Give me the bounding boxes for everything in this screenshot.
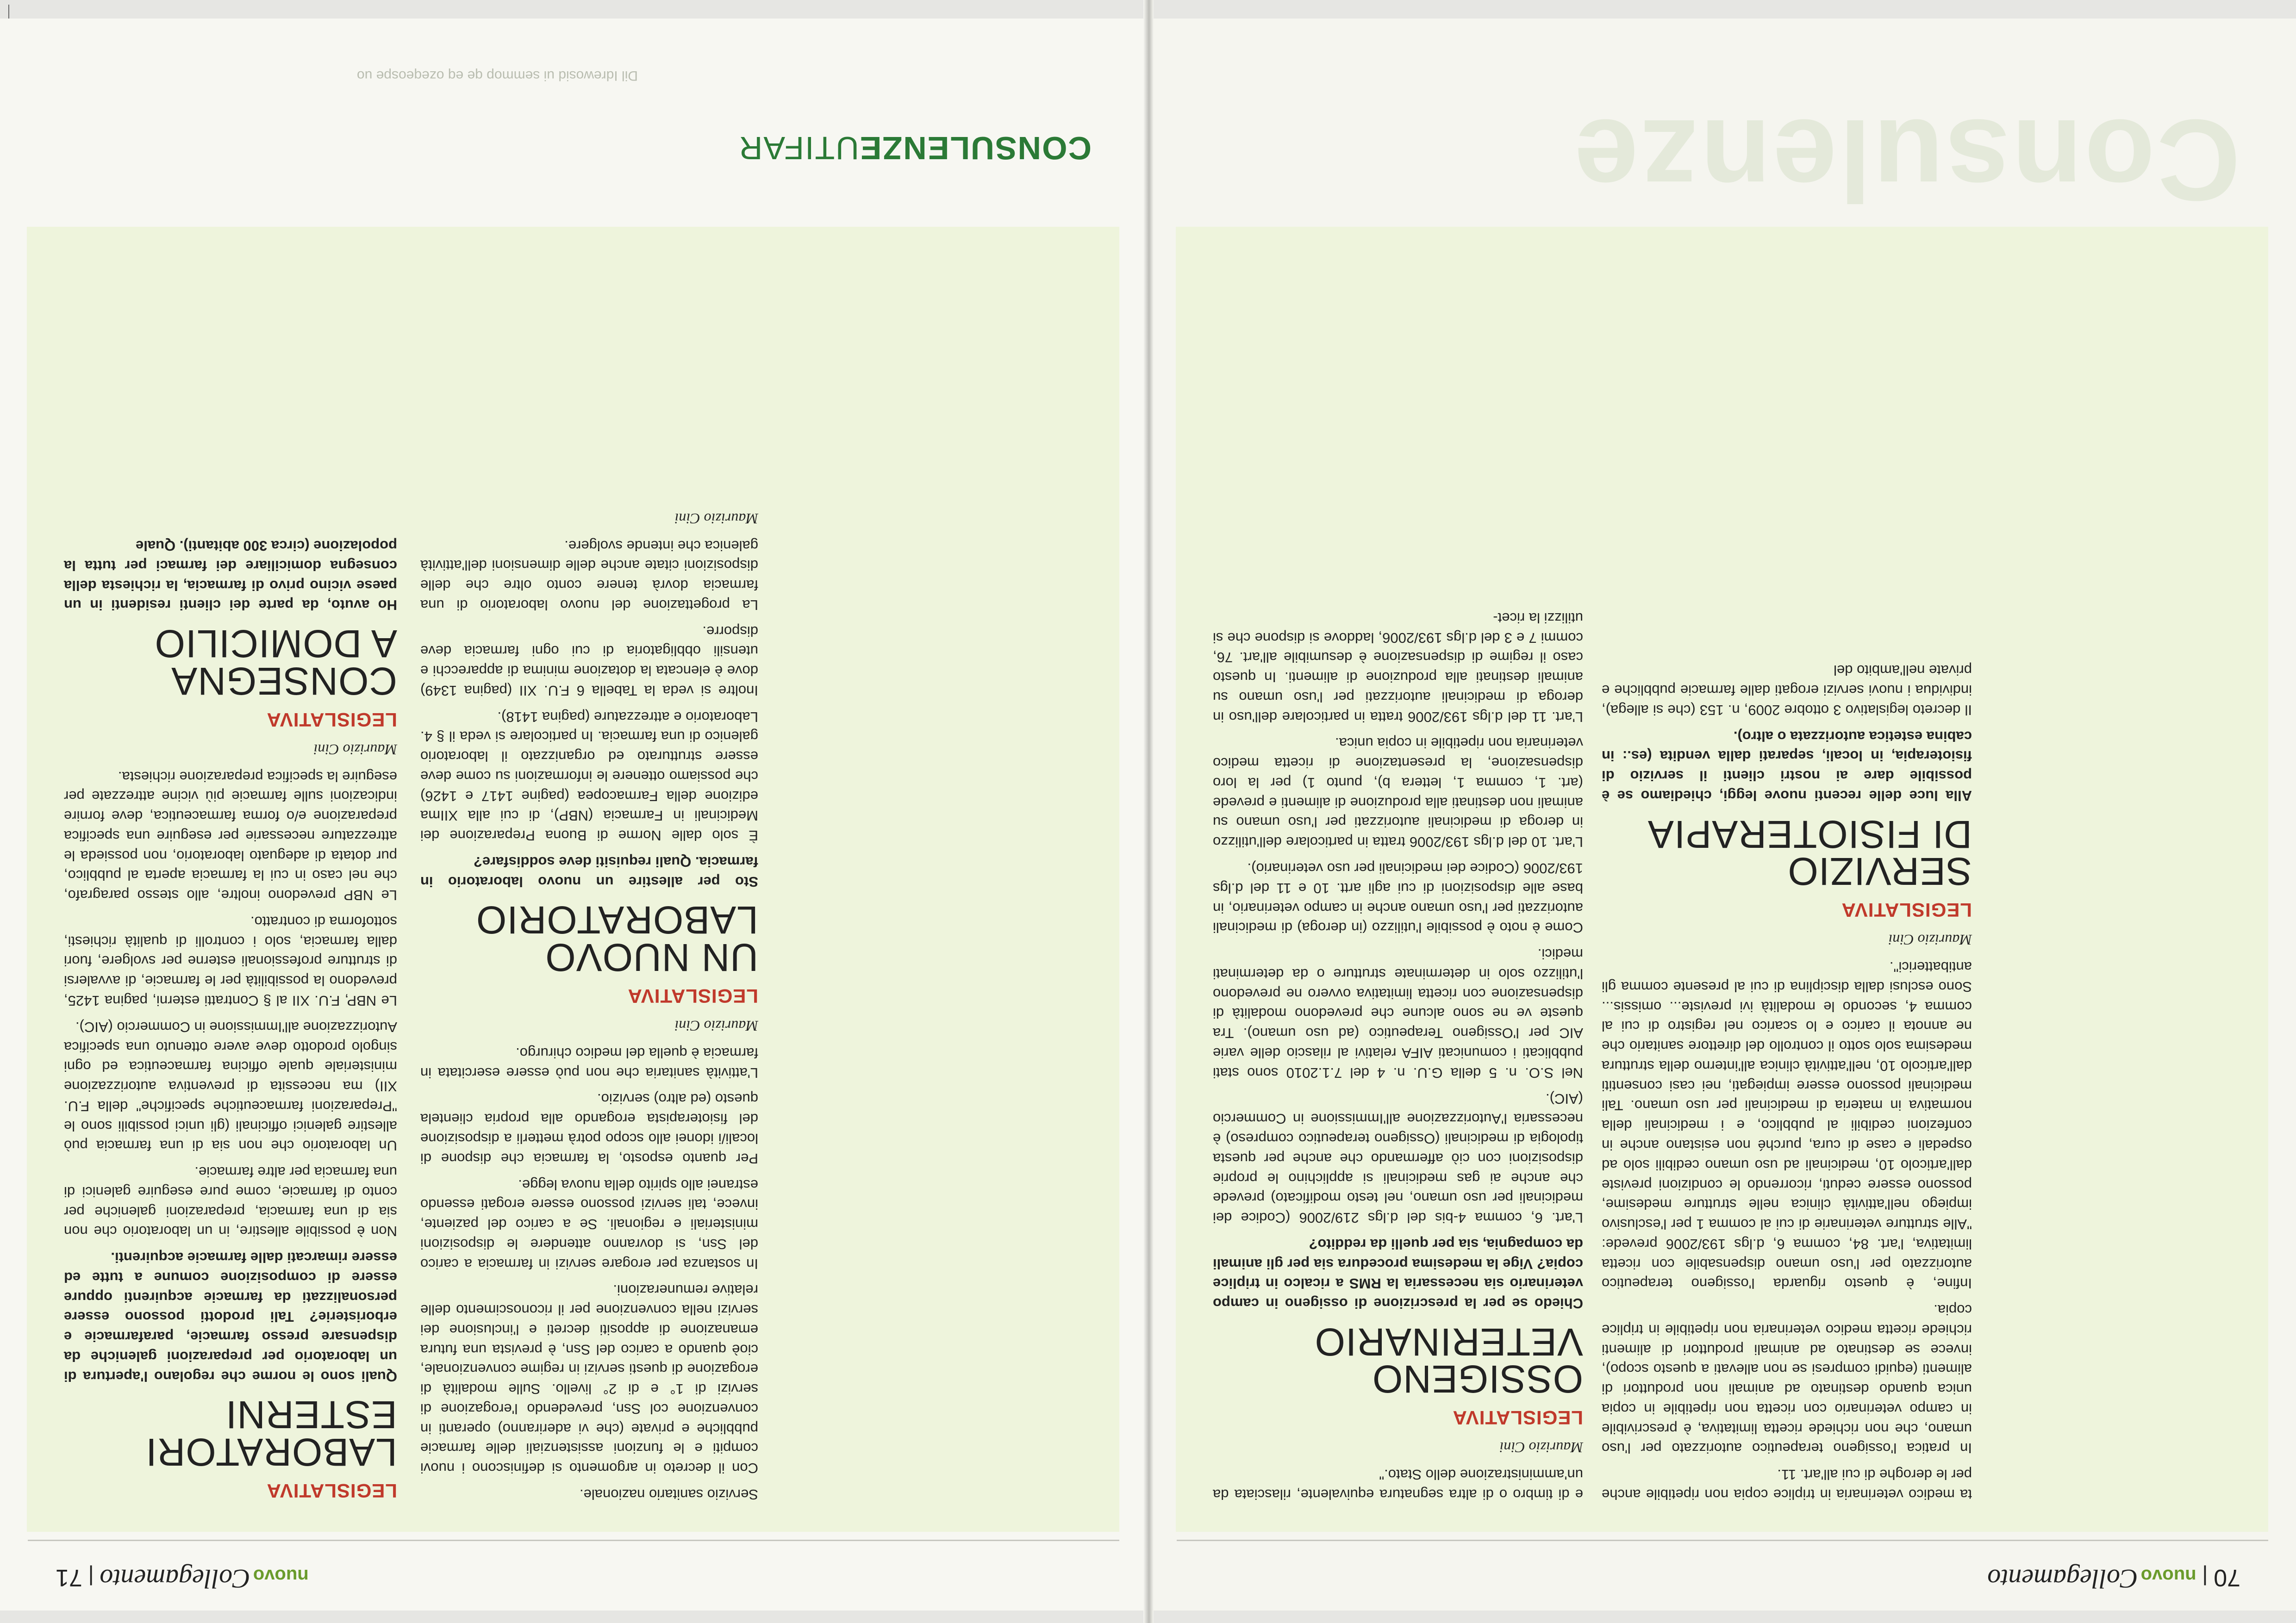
book-gutter bbox=[1143, 0, 1154, 1623]
page-70-running-head bbox=[1987, 1563, 2240, 1594]
scan-mark bbox=[8, 5, 9, 19]
paragraph: Non è possibile allestire, in un laboratorio che non sia di una farmacia, preparazioni galeniche per conto di farmacie, come pure eseguire galenici di una farmacia per altre farmacie. bbox=[64, 1164, 397, 1240]
title-line: DI FISIOTERAPIA bbox=[1647, 812, 1972, 856]
separator: | bbox=[82, 1565, 94, 1589]
author-signature: Maurizio Cini bbox=[674, 510, 758, 527]
column-ossigeno-veterinario bbox=[1213, 601, 1583, 1504]
title-line: VETERINARIO bbox=[1314, 1320, 1583, 1364]
brand-prefix: nuovo bbox=[2140, 1566, 2196, 1586]
article-title bbox=[64, 1393, 397, 1474]
faint-bleed-text: Dil Idrewosid ui semmop qe eq ozeqeospe uo bbox=[356, 68, 638, 83]
article-tag: LEGISLATIVA bbox=[627, 985, 758, 1007]
paragraph: In pratica l'ossigeno terapeutico autorizzato per l'uso umano, che non richiede ricetta limitativa, è prescrivibile in campo veterinario con ricetta non ripetibile in copia unica quando destinato ad animali non produttori di alimenti (equidi compresi se non allevati a questo scopo), invece se destinato ad animali produttori di alimenti richiede ricetta medico veterinaria non ripetibile in triplice copia. bbox=[1602, 1302, 1972, 1457]
paragraph: Per quanto esposto, la farmacia che dispone di locali/i idonei allo scopo potrà metterli a disposizione del fisioterapista erogando alla propria clientela questo (ed altro) servizio. bbox=[420, 1091, 758, 1167]
section-watermark-word: Consulenze bbox=[1572, 96, 2240, 225]
page-number: 71 bbox=[56, 1564, 82, 1591]
separator: | bbox=[2196, 1565, 2208, 1589]
article-title bbox=[64, 622, 397, 703]
paragraph: In sostanza per erogare servizi in farmacia a carico del Ssn, si dovranno attendere le disposizioni ministeriali e regionali. Se a carico del paziente, invece, tali servizi possono essere erogati essendo estranei allo spirito della nuova legge. bbox=[420, 1176, 758, 1272]
paragraph: Come è noto è possibile l'utilizzo (in deroga) di medicinali autorizzati per l'uso umano anche in campo veterinario, in base alle disposizioni di cui agli artt. 10 e 11 del d.lgs 193/2006 (Codice dei medicinali per uso veterinario). bbox=[1213, 860, 1583, 936]
paragraph: Le NBP prevedono inoltre, allo stesso paragrafo, che nel caso in cui la farmacia aperta al pubblico, pur dotata di adeguato laboratorio, non possieda le attrezzature necessarie per eseguire una specifica preparazione e/o forma farmaceutica, deve fornire indicazioni sulle farmacie più vicine attrezzate per eseguire la specifica preparazione richiesta. bbox=[64, 768, 397, 904]
paragraph: Nel S.O. n. 5 della G.U. n. 4 del 7.1.2010 sono stati pubblicati i comunicati AIFA relativi al rilascio delle varie AIC per l'Ossigeno Terapeutico (ad uso umano). Tra queste ve ne sono alcune che prevedono modalità di dispensazione con ricetta limitativa ovvero ne prevedono l'utilizzo solo in determinate strutture o da determinati medici. bbox=[1213, 946, 1583, 1081]
paragraph: È solo dalle Norme di Buona Preparazione dei Medicinali in Farmacia (NBP), di cui alla XIIma edizione della Farmacopea (pagine 1417 e 1426) che possiamo ottenere le informazioni su come deve essere strutturato ed organizzato il laboratorio galenico di una farmacia. In particolare si veda il § 4. Laboratorio e attrezzature (pagina 1418). bbox=[420, 709, 758, 844]
article-question: Ho avuto, da parte dei clienti residenti in un paese vicino privo di farmacia, la richiesta della consegna domiciliare dei farmaci per tutta la popolazione (circa 300 abitanti). Quale bbox=[64, 538, 397, 614]
title-line: CONSEGNA bbox=[171, 659, 397, 703]
paragraph: e di timbro o di altra segnatura equivalente, rilasciata da un'amministrazione dello Stato." bbox=[1213, 1467, 1583, 1503]
column-servizio-fisioterapia bbox=[1602, 654, 1972, 1504]
article-title bbox=[1602, 812, 1972, 894]
title-line: LABORATORI bbox=[145, 1430, 397, 1474]
paragraph: Le NBP, F.U. XII al § Contratti esterni, pagina 1425, prevedono la possibilità per le farmacie, di avvalersi di strutture professionali esterne per svolgere, fuori dalla farmacia, solo i controlli di qualità richiesti, sottoforma di contratto. bbox=[64, 913, 397, 1009]
article-question: Quali sono le norme che regolano l'apertura di un laboratorio per preparazioni galeniche da dispensare presso farmacie, parafarmacie e erboristerie? Tali prodotti possono essere personalizzati da farmacie acquirenti oppure essere di composizione comune a tutte ed essere rimarcati dalle farmacie acquirenti. bbox=[64, 1250, 397, 1385]
page-71-running-head bbox=[56, 1563, 309, 1594]
author-signature: Maurizio Cini bbox=[1888, 932, 1972, 949]
paragraph: Infine, è questo riguarda l'ossigeno terapeutico autorizzato per l'uso umano dispensabile con ricetta limitativa, l'art. 84, comma 6, d.lgs 193/2006 prevede: "Alle strutture veterinarie di cui al comma 1 per l'esclusivo impiego nell'attività clinica nelle strutture medesime, possono essere ceduti, ricorrendo le condizioni previste dall'articolo 10, medicinali ad uso umano cedibili solo ad ospedali e case di cura, purché non esistano anche in confezioni cedibili al pubblico, e i medicinali della normativa in materia di medicinali per uso umano. Tali medicinali possono essere impiegati, nei casi consentiti dall'articolo 10, nell'attività clinica all'interno della struttura medesima solo sotto il controllo del direttore sanitario che ne annota il carico e lo scarico nel registro di cui al comma 4, secondo le modalità ivi previste... omissis... Sono esclusi dalla disciplina di cui al presente comma gli antibatterici". bbox=[1602, 959, 1972, 1292]
column-laboratori-esterni bbox=[64, 529, 397, 1504]
paragraph: Inoltre si veda la Tabella 6 F.U. XII (pagina 1349) dove è elencata la dotazione minima di apparecchi e utensili obbligatoria di cui ogni farmacia deve disporre. bbox=[420, 623, 758, 699]
title-line: A DOMICILIO bbox=[154, 622, 397, 666]
title-line: SERVIZIO bbox=[1787, 850, 1972, 894]
article-tag: LEGISLATIVA bbox=[1841, 899, 1972, 921]
section-footer bbox=[738, 130, 1092, 167]
top-rule bbox=[1177, 1540, 2268, 1541]
brand-name bbox=[1987, 1564, 2196, 1594]
paragraph: Servizio sanitario nazionale. bbox=[580, 1486, 758, 1503]
paragraph: L'art. 6, comma 4-bis del d.lgs 219/2006 (Codice dei medicinali per uso umano, nel testo modificato) prevede che anche ai gas medicinali si applichino le proprie disposizioni con ciò affermando che anche per questa tipologia di medicinali (Ossigeno terapeutico compreso) è necessaria l'Autorizzazione all'Immissione in Commercio (AIC). bbox=[1213, 1091, 1583, 1226]
paragraph: L'art. 10 del d.lgs 193/2006 tratta in particolare dell'utilizzo in deroga di medicinali autorizzati per l'uso umano su animali non destinati alla produzione di alimenti e prevede (art. 1, comma 1, lettera b), punto 1) per la loro dispensazione, la presentazione di ricetta medico veterinaria non ripetibile in copia unica. bbox=[1213, 735, 1583, 851]
paragraph: L'art. 11 del d.lgs 193/2006 tratta in particolare dell'uso in deroga di medicinali autorizzati per l'uso umano su animali destinati alla produzione di alimenti. In questo caso il regime di dispensazione è desumibile all'art. 76, commi 7 e 3 del d.lgs 193/2006, laddove si dispone che si utilizzi la ricet- bbox=[1213, 609, 1583, 725]
column-nuovo-laboratorio bbox=[420, 502, 758, 1504]
author-signature: Maurizio Cini bbox=[1499, 1439, 1583, 1456]
paragraph: Un laboratorio che non sia di una farmacia può allestire galenici officinali (gli unici possibili sono le "Preparazioni farmaceutiche specifiche" della F.U. XII) ma necessita di preventiva autorizzazione ministeriale quale officina farmaceutica ed ogni singolo prodotto deve avere ottenuto una specifica Autorizzazione all'Immissione in Commercio (AIC). bbox=[64, 1019, 397, 1154]
article-tag: LEGISLATIVA bbox=[266, 709, 397, 731]
article-tag: LEGISLATIVA bbox=[1452, 1407, 1583, 1429]
section-publisher: UTIFAR bbox=[738, 130, 859, 166]
title-line: LABORATORIO bbox=[475, 898, 758, 942]
page-70 bbox=[1149, 19, 2296, 1611]
paragraph: La progettazione del nuovo laboratorio di una farmacia dovrà tenere conto oltre che delle disposizioni citate anche delle dimensioni dell'attività galenica che intende svolgere. bbox=[420, 537, 758, 613]
brand-name-text: Collegamento bbox=[1987, 1564, 2138, 1594]
article-question: Sto per allestire un nuovo laboratorio in farmacia. Quali requisiti deve soddisfare? bbox=[420, 854, 758, 890]
page-71 bbox=[0, 19, 1147, 1611]
paragraph: Il decreto legislativo 3 ottobre 2009, n. 153 (che si allega), individua i nuovi servizi erogati dalle farmacie pubbliche e private nell'ambito del bbox=[1602, 662, 1972, 718]
article-question: Alla luce delle recenti nuove leggi, chiediamo se è possibile dare ai nostri clienti il servizio di fisioterapia, in locali, separati dalla vendita (es.: in cabina estetica autorizzata o altro). bbox=[1602, 728, 1972, 804]
author-signature: Maurizio Cini bbox=[313, 741, 397, 758]
paragraph: ta medico veterinaria in triplice copia non ripetibile anche per le deroghe di cui all'art. 11. bbox=[1602, 1467, 1972, 1503]
title-line: ESTERNI bbox=[225, 1393, 397, 1437]
page-71-content bbox=[0, 19, 1147, 1611]
article-title bbox=[1213, 1320, 1583, 1401]
brand-name bbox=[100, 1564, 308, 1594]
title-line: UN NUOVO bbox=[545, 936, 758, 980]
paragraph: L'attività sanitaria che non può essere esercitata in farmacia è quella del medico chirurgo. bbox=[420, 1045, 758, 1081]
author-signature: Maurizio Cini bbox=[674, 1018, 758, 1035]
title-line: OSSIGENO bbox=[1372, 1357, 1583, 1401]
article-title bbox=[420, 898, 758, 980]
page-70-content bbox=[1149, 19, 2296, 1611]
section-name: CONSULENZE bbox=[859, 130, 1092, 166]
brand-prefix: nuovo bbox=[253, 1566, 309, 1586]
top-rule bbox=[28, 1540, 1119, 1541]
page-number: 70 bbox=[2214, 1564, 2240, 1591]
article-question: Chiedo se per la prescrizione di ossigeno in campo veterinario sia necessaria la RMS a ricalco in triplice copia? Vige la medesima procedura sia per gli animali da compagnia, sia per quelli da reddito? bbox=[1213, 1236, 1583, 1312]
brand-name-text: Collegamento bbox=[100, 1564, 250, 1594]
paragraph: Con il decreto in argomento si definiscono i nuovi compiti e le funzioni assistenziali delle farmacie pubbliche e private (che vi aderiranno) operanti in convenzione col Ssn, prevedendo l'erogazione di servizi di 1° e di 2° livello. Sulle modalità di erogazione di questi servizi in regime convenzionale, cioè quando a carico del Ssn, è prevista una futura emanazione di appositi decreti e l'inclusione dei servizi nella convenzione per il riconoscimento delle relative remunerazioni. bbox=[420, 1282, 758, 1477]
article-tag: LEGISLATIVA bbox=[266, 1480, 397, 1502]
